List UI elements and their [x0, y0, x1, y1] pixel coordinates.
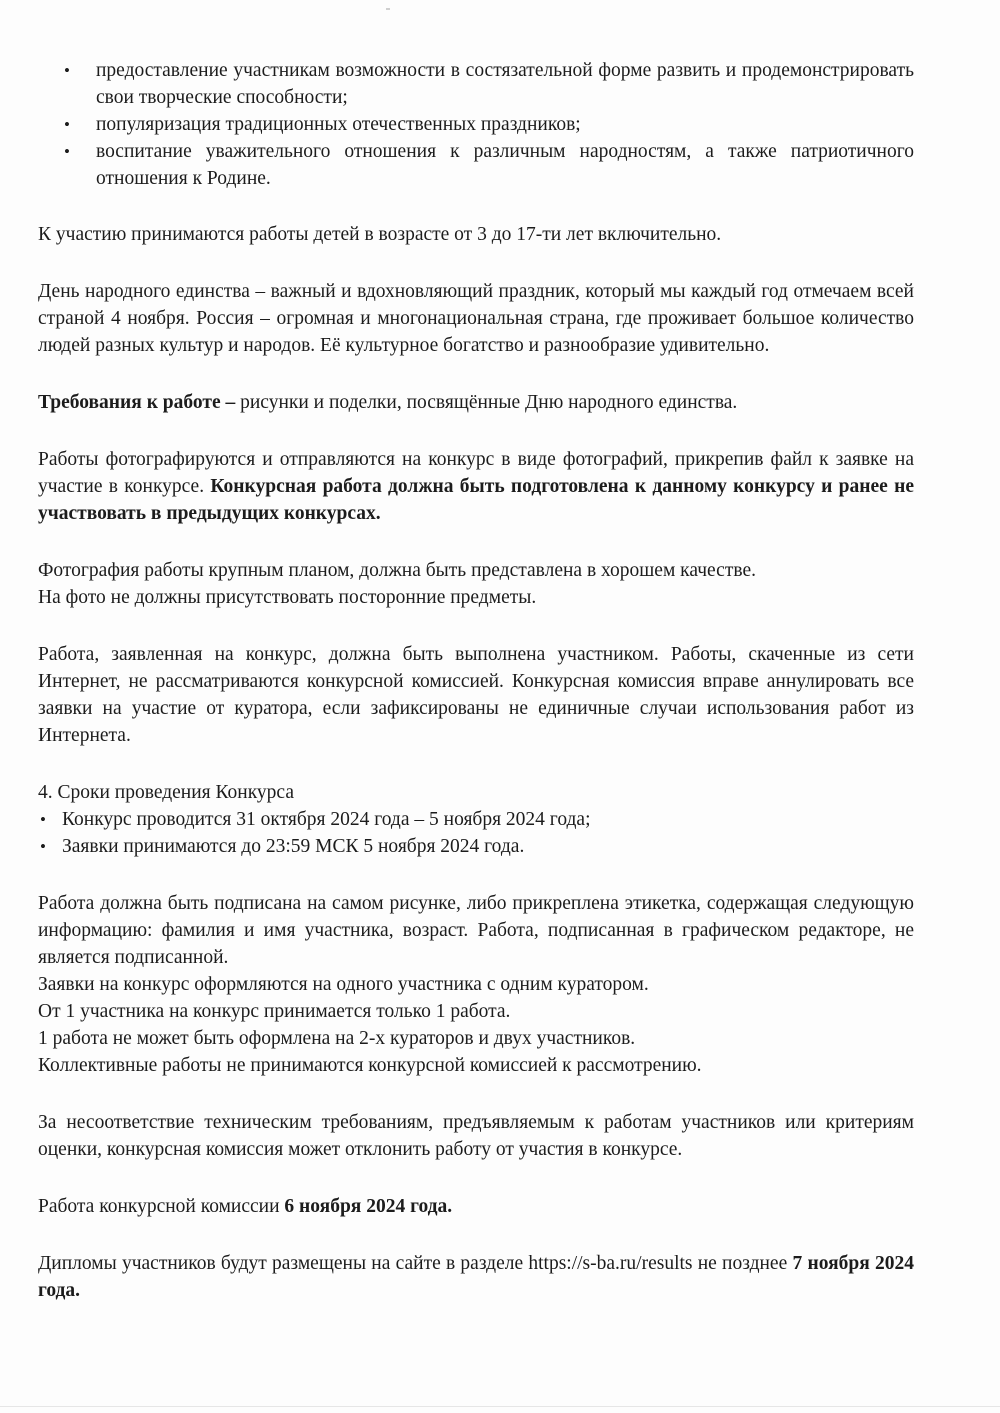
list-item: • воспитание уважительного отношения к различным народностям, а также патриотичного отношения к Родине. — [38, 138, 914, 192]
commission-date: 6 ноября 2024 года. — [284, 1196, 453, 1217]
bullet-icon: • — [64, 142, 70, 161]
schedule-section — [38, 779, 914, 860]
rule-line: 1 работа не может быть оформлена на 2-х кураторов и двух участников. — [38, 1028, 636, 1049]
bullet-icon: • — [40, 837, 46, 856]
bullet-icon: • — [64, 115, 70, 134]
photo-submission-paragraph: Работы фотографируются и отправляются на конкурс в виде фотографий, прикрепив файл к заявке на участие в конкурсе. Конкурсная работа должна быть подготовлена к данному конкурсу и ранее не участвовать в предыдущих конкурсах. — [38, 449, 914, 524]
requirements-label: Требования к работе – — [38, 392, 236, 413]
age-paragraph: К участию принимаются работы детей в возрасте от 3 до 17-ти лет включительно. — [38, 224, 722, 245]
schedule-list — [38, 806, 914, 860]
signature-paragraph: Работа должна быть подписана на самом рисунке, либо прикреплена этикетка, содержащая следующую информацию: фамилия и имя участника, возраст. Работа, подписанная в графическом редакторе, не является подписанной. — [38, 893, 914, 968]
commission-paragraph: Работа конкурсной комиссии 6 ноября 2024 года. — [38, 1196, 453, 1217]
rules-lines — [38, 971, 914, 1079]
bullet-icon: • — [40, 810, 46, 829]
scan-speck — [386, 8, 390, 10]
schedule-heading: 4. Сроки проведения Конкурса — [38, 782, 294, 803]
submission-requirement-bold: Конкурсная работа должна быть подготовлена к данному конкурсу и ранее не участвовать в предыдущих конкурсах. — [38, 476, 914, 524]
rule-line: Заявки на конкурс оформляются на одного участника с одним куратором. — [38, 974, 649, 995]
list-item: • предоставление участникам возможности в состязательной форме развить и продемонстрировать свои творческие способности; — [38, 57, 914, 111]
page-edge-divider — [0, 1406, 1000, 1407]
bullet-icon: • — [64, 61, 70, 80]
list-item: • популяризация традиционных отечественных праздников; — [38, 111, 914, 138]
rule-line: От 1 участника на конкурс принимается только 1 работа. — [38, 1001, 511, 1022]
list-item: • Конкурс проводится 31 октября 2024 года – 5 ноября 2024 года; — [38, 806, 914, 833]
originality-paragraph: Работа, заявленная на конкурс, должна быть выполнена участником. Работы, скаченные из сети Интернет, не рассматриваются конкурсной комиссией. Конкурсная комиссия вправе аннулировать все заявки на участие от куратора, если зафиксированы не единичные случаи использования работ из Интернета. — [38, 644, 914, 746]
holiday-paragraph: День народного единства – важный и вдохновляющий праздник, который мы каждый год отмечаем всей страной 4 ноября. Россия – огромная и многонациональная страна, где проживает большое количество людей разных культур и народов. Её культурное богатство и разнообразие удивительно. — [38, 281, 914, 356]
list-item: • Заявки принимаются до 23:59 МСК 5 ноября 2024 года. — [38, 833, 914, 860]
photo-quality-paragraph: Фотография работы крупным планом, должна быть представлена в хорошем качестве. На фото не должны присутствовать посторонние предметы. — [38, 560, 756, 608]
goals-list — [38, 57, 914, 192]
rule-line: Коллективные работы не принимаются конкурсной комиссией к рассмотрению. — [38, 1055, 702, 1076]
requirements-text: рисунки и поделки, посвящённые Дню народного единства. — [235, 392, 738, 413]
document-body — [38, 57, 914, 1304]
requirements-paragraph — [38, 389, 914, 416]
rejection-paragraph: За несоответствие техническим требованиям, предъявляемым к работам участников или критериям оценки, конкурсная комиссия может отклонить работу от участия в конкурсе. — [38, 1112, 914, 1160]
diplomas-date: 7 ноября 2024 года. — [38, 1253, 915, 1301]
diplomas-paragraph: Дипломы участников будут размещены на сайте в разделе https://s-ba.ru/results не позднее 7 ноября 2024 года. — [38, 1253, 915, 1301]
